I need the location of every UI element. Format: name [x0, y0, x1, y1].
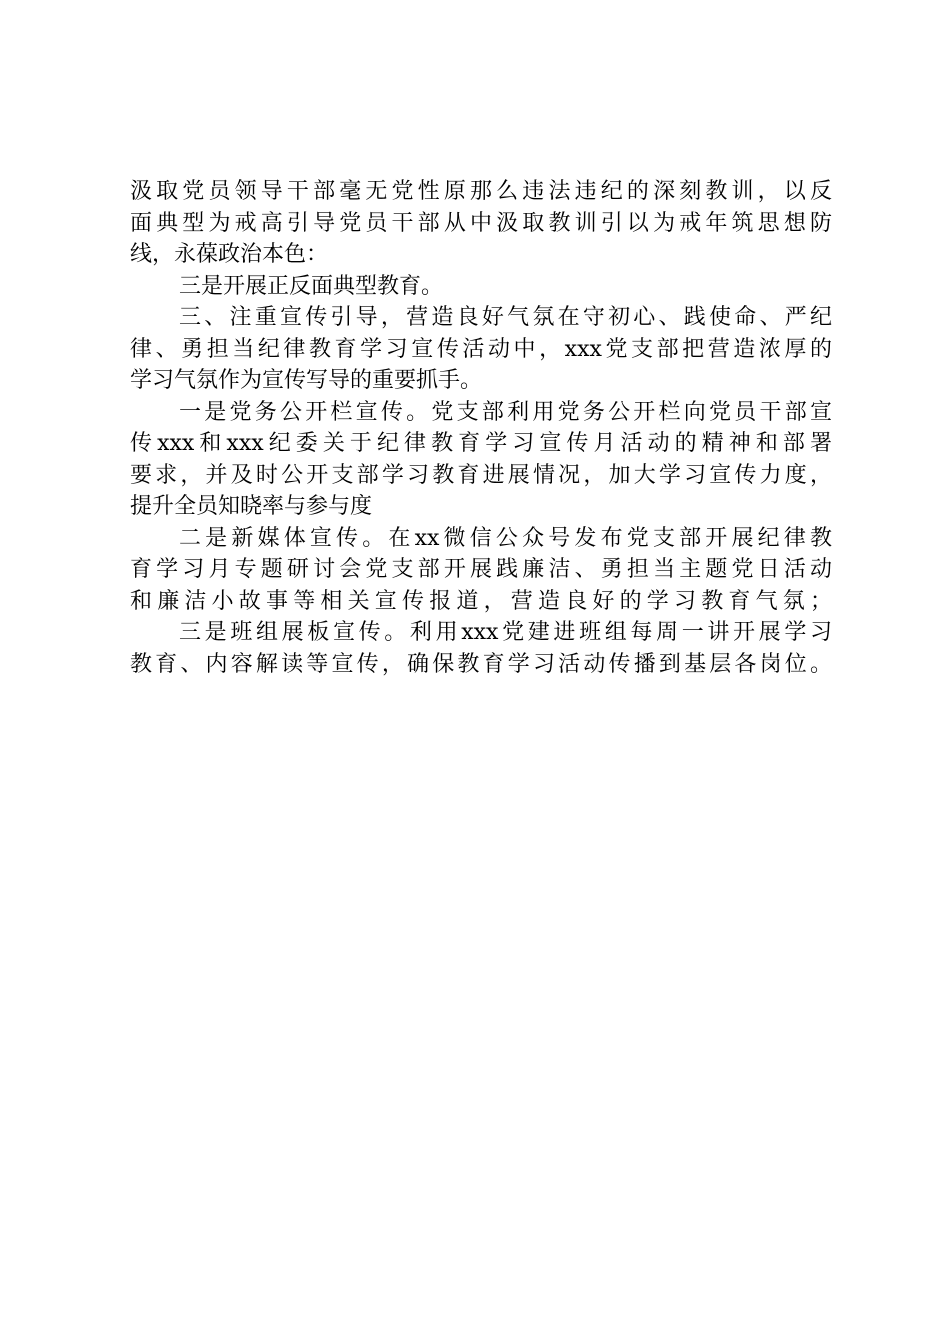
text-line: 传xxx和xxx纪委关于纪律教育学习宣传月活动的精神和部署 — [130, 431, 832, 456]
text-line: 律、勇担当纪律教育学习宣传活动中，xxx党支部把营造浓厚的 — [130, 336, 832, 362]
text-line: 提升全员知晓率与参与度 — [130, 494, 373, 519]
text-line: 三、注重宣传引导，营造良好气氛在守初心、践使命、严纪 — [179, 305, 832, 330]
text-line: 育学习月专题研讨会党支部开展践廉洁、勇担当主题党日活动 — [130, 557, 832, 582]
text-line: 线，永葆政治本色： — [130, 242, 329, 267]
text-line: 学习气氛作为宣传写导的重要抓手。 — [130, 368, 483, 393]
text-line: 和廉洁小故事等相关宣传报道，营造良好的学习教育气氛； — [130, 588, 832, 614]
text-line: 三是班组展板宣传。利用xxx党建进班组每周一讲开展学习 — [179, 620, 832, 645]
document-body — [130, 176, 832, 680]
text-line: 二是新媒体宣传。在xx微信公众号发布党支部开展纪律教 — [179, 525, 832, 551]
text-line: 一是党务公开栏宣传。党支部利用党务公开栏向党员干部宣 — [179, 399, 832, 425]
text-line: 教育、内容解读等宣传，确保教育学习活动传播到基层各岗位。 — [130, 651, 832, 677]
text-line: 面典型为戒高引导党员干部从中汲取教训引以为戒年筑思想防 — [130, 210, 832, 236]
text-line: 三是开展正反面典型教育。 — [179, 273, 444, 299]
text-line: 汲取党员领导干部毫无党性原那么违法违纪的深刻教训，以反 — [130, 179, 832, 204]
text-line: 要求，并及时公开支部学习教育进展情况，加大学习宣传力度， — [130, 462, 832, 488]
